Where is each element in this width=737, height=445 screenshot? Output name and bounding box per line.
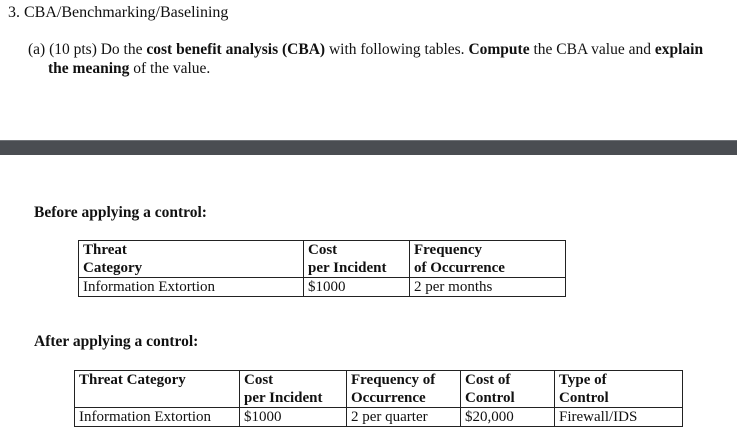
before-table bbox=[78, 240, 566, 297]
before-label: Before applying a control: bbox=[34, 204, 207, 221]
cell-cost-of-control: $20,000 bbox=[461, 408, 555, 427]
header-frequency: Frequency of Occurrence bbox=[410, 241, 566, 278]
cell-frequency: 2 per quarter bbox=[347, 408, 461, 427]
table-header-row bbox=[79, 241, 566, 278]
header-frequency: Frequency of Occurrence bbox=[347, 371, 461, 408]
cell-threat: Information Extortion bbox=[79, 278, 304, 297]
question-suffix: of the value. bbox=[129, 60, 211, 77]
question-mid1: with following tables. bbox=[325, 41, 469, 58]
cell-type-of-control: Firewall/IDS bbox=[555, 408, 683, 427]
question-mid2: the CBA value and bbox=[529, 41, 655, 58]
cell-frequency: 2 per months bbox=[410, 278, 566, 297]
after-table bbox=[74, 370, 683, 427]
header-threat-category: Threat Category bbox=[75, 371, 240, 408]
after-label: After applying a control: bbox=[34, 333, 199, 350]
header-cost-per-incident: Cost per Incident bbox=[240, 371, 347, 408]
cell-cost: $1000 bbox=[304, 278, 410, 297]
header-cost-of-control: Cost of Control bbox=[461, 371, 555, 408]
header-type-of-control: Type of Control bbox=[555, 371, 683, 408]
question-bold-meaning: the meaning bbox=[48, 60, 130, 77]
question-bold-cba: cost benefit analysis (CBA) bbox=[146, 41, 326, 58]
question-text bbox=[28, 40, 734, 78]
table-row bbox=[79, 278, 566, 297]
question-bold-explain: explain bbox=[654, 41, 704, 58]
header-threat-category: Threat Category bbox=[79, 241, 304, 278]
question-prefix: (a) (10 pts) Do the bbox=[28, 41, 147, 58]
table-header-row bbox=[75, 371, 683, 408]
table-row bbox=[75, 408, 683, 427]
cell-cost: $1000 bbox=[240, 408, 347, 427]
question-heading: 3. CBA/Benchmarking/Baselining bbox=[8, 4, 229, 21]
question-bold-compute: Compute bbox=[468, 41, 530, 58]
cell-threat: Information Extortion bbox=[75, 408, 240, 427]
page-divider-bar bbox=[0, 140, 737, 155]
header-cost-per-incident: Cost per Incident bbox=[304, 241, 410, 278]
